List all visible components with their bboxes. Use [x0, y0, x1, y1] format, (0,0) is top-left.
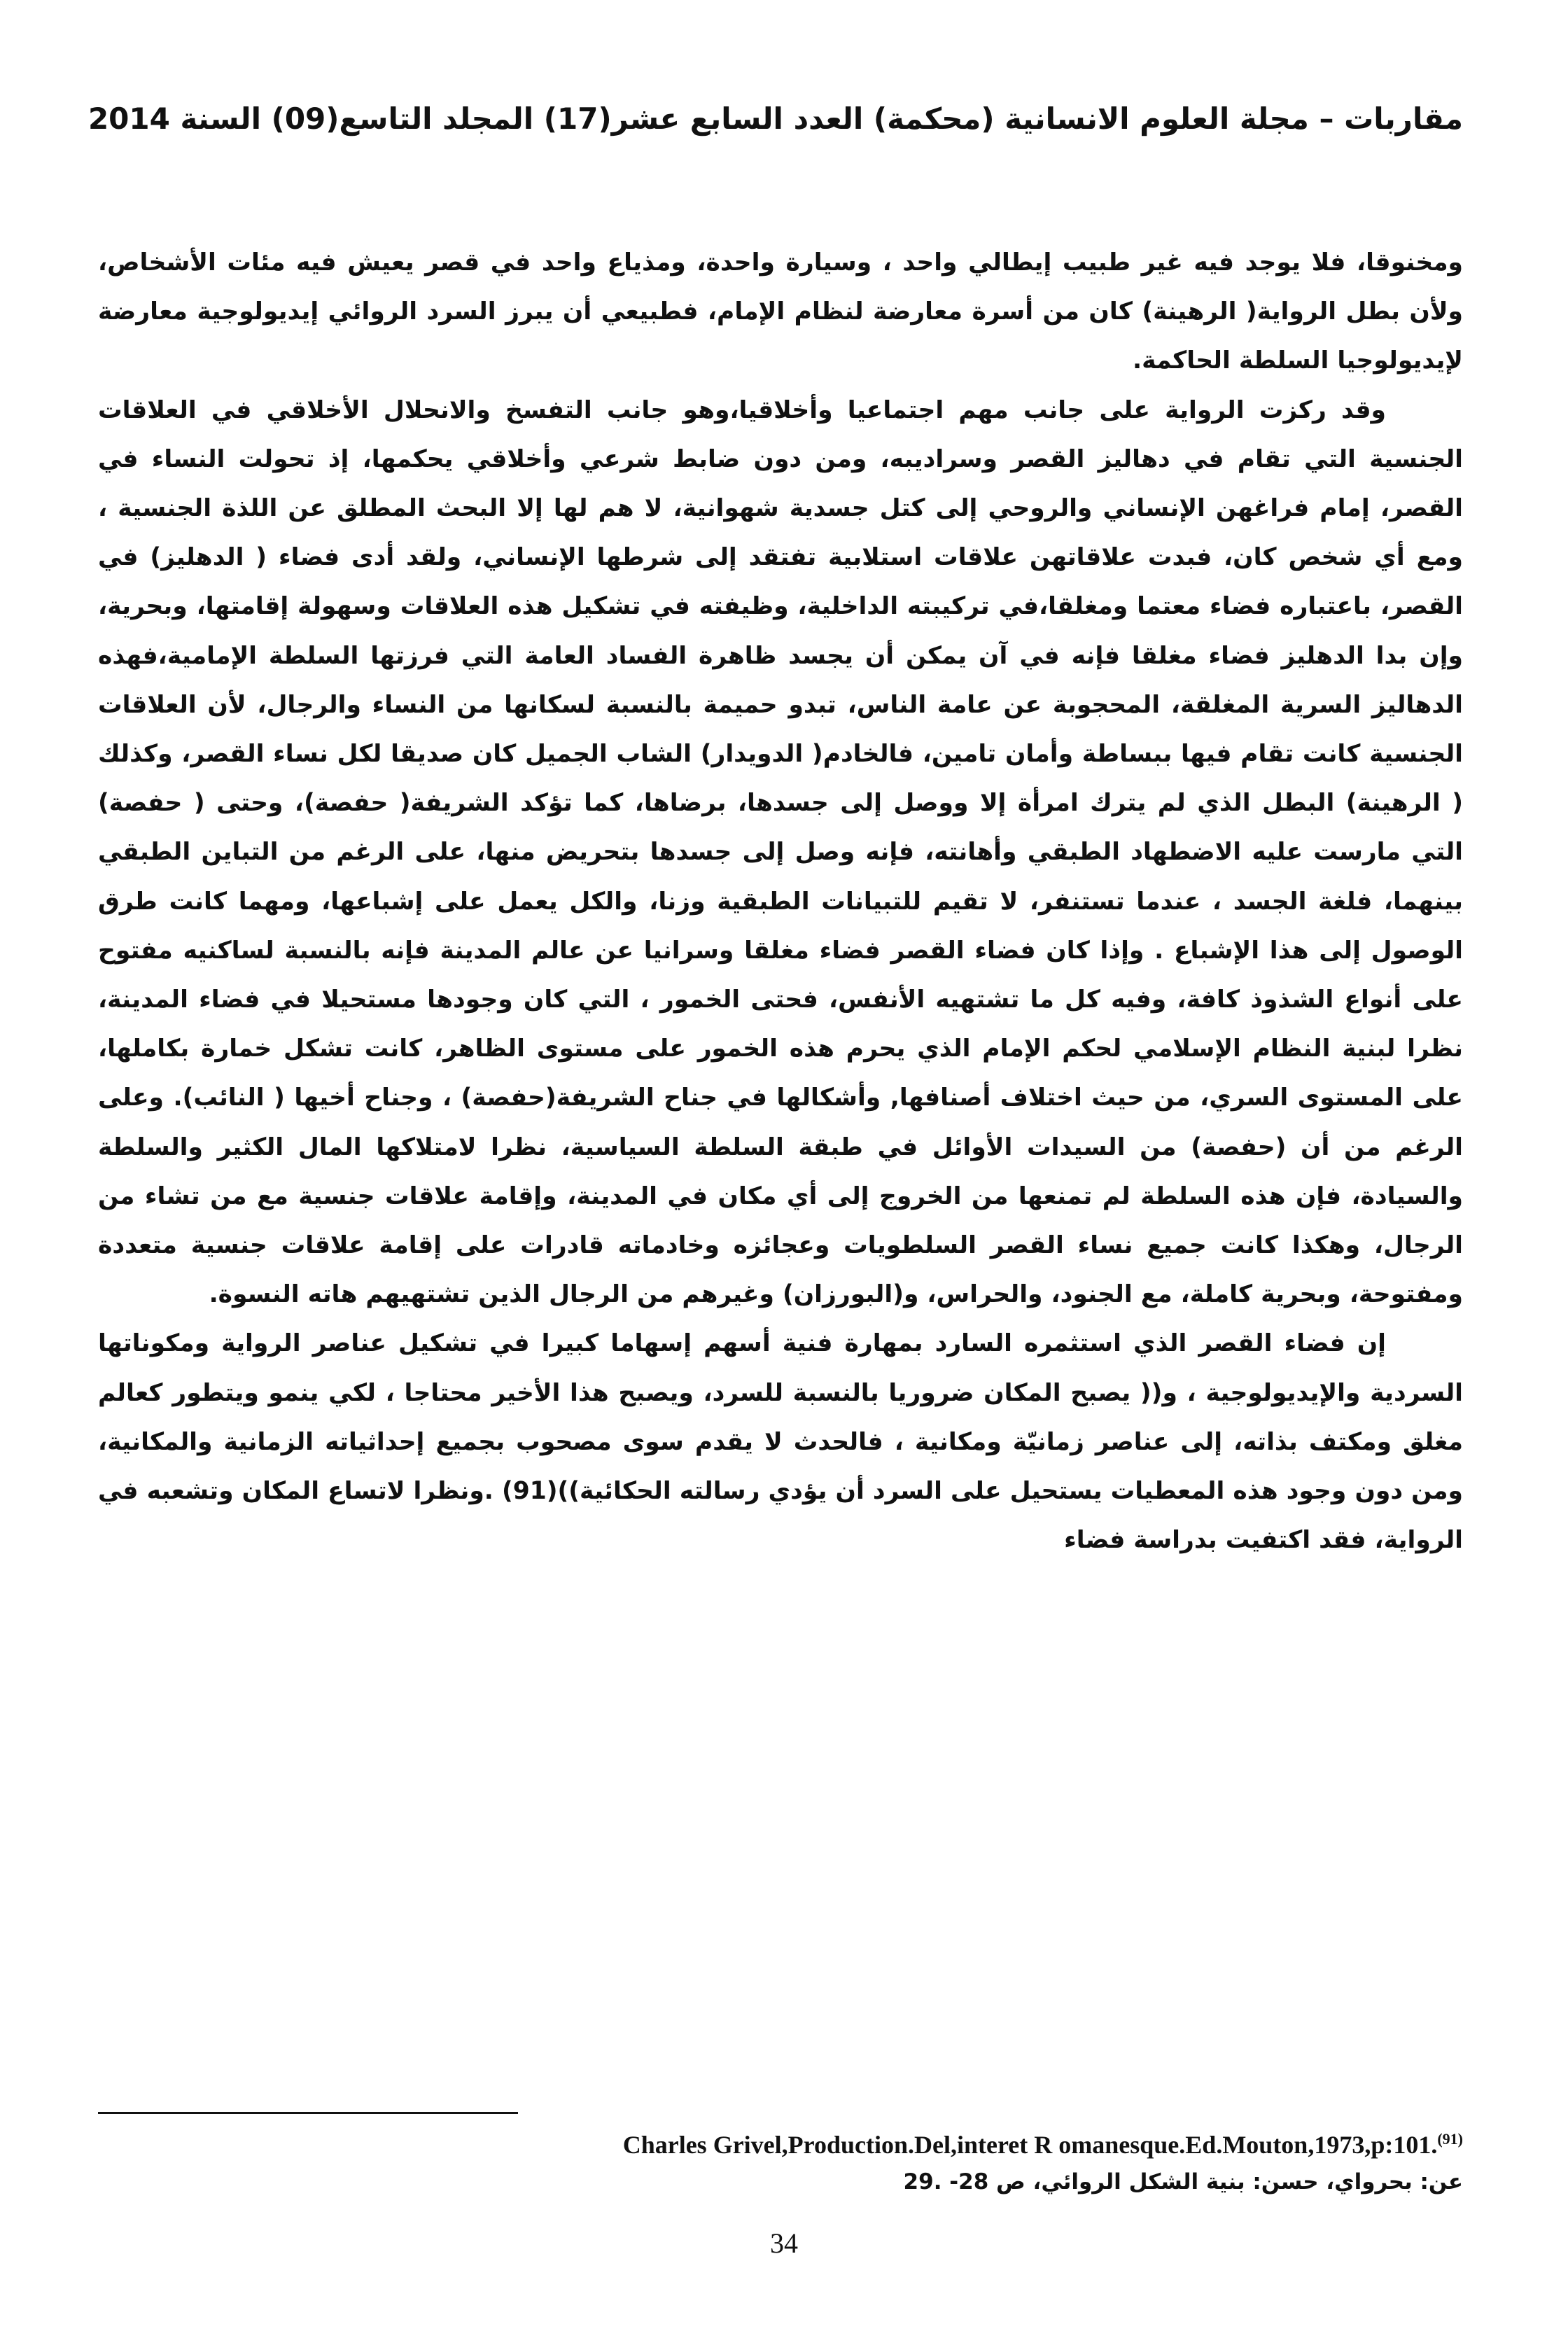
- footnote-english-text: Charles Grivel,Production.Del,interet R omanesque.Ed.Mouton,1973,p:101.: [622, 2131, 1438, 2159]
- footnote-english: [98, 2128, 1463, 2162]
- paragraph-3: إن فضاء القصر الذي استثمره السارد بمهارة فنية أسهم إسهاما كبيرا في تشكيل عناصر الرواية ومكوناتها السردية والإيديولوجية ، و(( يصبح المكان ضروريا بالنسبة للسرد، ويصبح هذا الأخير محتاجا ، لكي ينمو ويتطور كعالم مغلق ومكتف بذاته، إلى عناصر زمانيّة ومكانية ، فالحدث لا يقدم سوى مصحوب بجميع إحداثياته الزمانية والمكانية، ومن دون وجود هذه المعطيات يستحيل على السرد أن يؤدي رسالته الحكائية))(91) .ونظرا لاتساع المكان وتشعبه في الرواية، فقد اكتفيت بدراسة فضاء: [98, 1329, 1463, 1555]
- footnote-marker: (91): [1437, 2130, 1463, 2148]
- paragraph-1: ومخنوقا، فلا يوجد فيه غير طبيب إيطالي واحد ، وسيارة واحدة، ومذياع واحد في قصر يعيش فيه مئات الأشخاص، ولأن بطل الرواية( الرهينة) كان من أسرة معارضة لنظام الإمام، فطبيعي أن يبرز السرد الروائي إيديولوجية معارضة لإيديولوجيا السلطة الحاكمة.: [98, 248, 1463, 375]
- footnote-separator: [98, 2112, 518, 2114]
- running-header: مقاربات – مجلة العلوم الانسانية (محكمة) العدد السابع عشر(17) المجلد التاسع(09) السنة 2014: [88, 102, 1463, 136]
- page-number: 34: [770, 2227, 798, 2259]
- article-body: [98, 238, 1463, 1564]
- paragraph-2: وقد ركزت الرواية على جانب مهم اجتماعيا وأخلاقيا،وهو جانب التفسخ والانحلال الأخلاقي في العلاقات الجنسية التي تقام في دهاليز القصر وسراديبه، ومن دون ضابط شرعي وأخلاقي يحكمها، إذ تحولت النساء في القصر، إمام فراغهن الإنساني والروحي إلى كتل جسدية شهوانية، لا هم لها إلا البحث المطلق عن اللذة الجنسية ، ومع أي شخص كان، فبدت علاقاتهن علاقات استلابية تفتقد إلى شرطها الإنساني، ولقد أدى فضاء ( الدهليز) في القصر، باعتباره فضاء معتما ومغلقا،في تركيبته الداخلية، وظيفته في تشكيل هذه العلاقات وسهولة إقامتها، وبحرية، وإن بدا الدهليز فضاء مغلقا فإنه في آن يمكن أن يجسد ظاهرة الفساد العامة التي فرزتها السلطة الإمامية،فهذه الدهاليز السرية المغلقة، المحجوبة عن عامة الناس، تبدو حميمة بالنسبة لسكانها من النساء والرجال، لأن العلاقات الجنسية كانت تقام فيها ببساطة وأمان تامين، فالخادم( الدويدار) الشاب الجميل كان صديقا لكل نساء القصر، وكذلك ( الرهينة) البطل الذي لم يترك امرأة إلا ووصل إلى جسدها، برضاها، كما تؤكد الشريفة( حفصة)، وحتى ( حفصة) التي مارست عليه الاضطهاد الطبقي وأهانته، فإنه وصل إلى جسدها بتحريض منها، على الرغم من التباين الطبقي بينهما، فلغة الجسد ، عندما تستنفر، لا تقيم للتبيانات الطبقية وزنا، والكل يعمل على إشباعها، ومهما كانت طرق الوصول إلى هذا الإشباع . وإذا كان فضاء القصر فضاء مغلقا وسرانيا عن عالم المدينة فإنه بالنسبة لساكنيه مفتوح على أنواع الشذوذ كافة، وفيه كل ما تشتهيه الأنفس، فحتى الخمور ، التي كان وجودها مستحيلا في فضاء المدينة، نظرا لبنية النظام الإسلامي لحكم الإمام الذي يحرم هذه الخمور على مستوى الظاهر، كانت تشكل خمارة بكاملها، على المستوى السري، من حيث اختلاف أصنافها, وأشكالها في جناح الشريفة(حفصة) ، وجناح أخيها ( النائب). وعلى الرغم من أن (حفصة) من السيدات الأوائل في طبقة السلطة السياسية، نظرا لامتلاكها المال الكثير والسلطة والسيادة، فإن هذه السلطة لم تمنعها من الخروج إلى أي مكان في المدينة، وإقامة علاقات جنسية مع من تشاء من الرجال، وهكذا كانت جميع نساء القصر السلطويات وعجائزه وخادماته قادرات على إقامة علاقات جنسية متعددة ومفتوحة، وبحرية كاملة، مع الجنود، والحراس، و(البورزان) وغيرهم من الرجال الذين تشتهيهم هاته النسوة.: [98, 396, 1463, 1309]
- footnote-arabic: عن: بحرواي، حسن: بنية الشكل الروائي، ص 28- .29: [903, 2169, 1463, 2194]
